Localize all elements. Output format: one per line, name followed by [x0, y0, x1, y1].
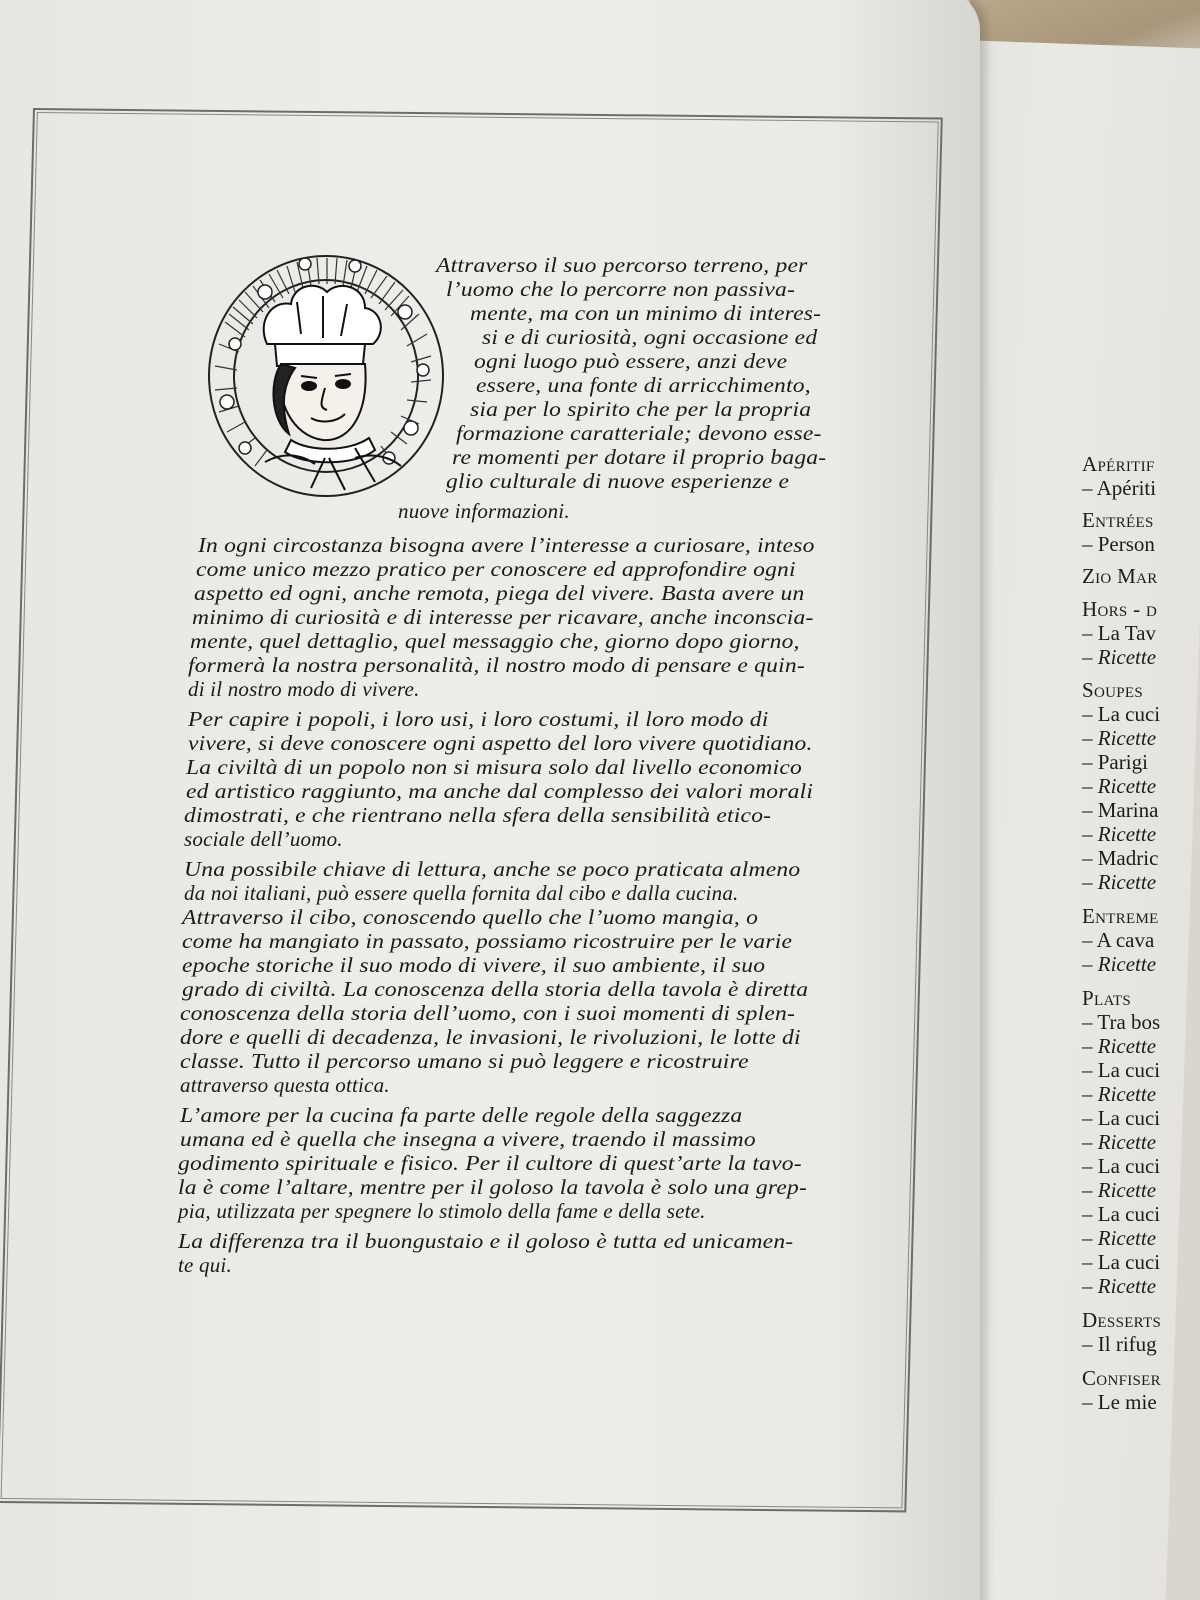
text-line: sia per lo spirito che per la propria — [470, 397, 812, 421]
toc-entry: – Ricette — [1082, 726, 1157, 750]
text-line: glio culturale di nuove esperienze e — [446, 469, 790, 493]
toc-section-heading: Plats — [1082, 986, 1132, 1010]
chef-hat — [264, 286, 381, 366]
text-line: da noi italiani, può essere quella fornita dal cibo e dalla cucina. — [184, 881, 739, 905]
text-line: Attraverso il suo percorso terreno, per — [436, 253, 808, 277]
toc-entry: – La cuci — [1082, 1202, 1161, 1226]
text-line: mente, ma con un minimo di interes- — [470, 301, 822, 325]
text-line: attraverso questa ottica. — [180, 1073, 390, 1097]
text-line: di il nostro modo di vivere. — [188, 677, 420, 701]
text-line: grado di civiltà. La conoscenza della storia della tavola è diretta — [182, 977, 809, 1001]
text-line: formerà la nostra personalità, il nostro modo di pensare e quin- — [188, 653, 805, 677]
text-line: vivere, si deve conoscere ogni aspetto del loro vivere quotidiano. — [188, 731, 813, 755]
toc-entry: – Tra bos — [1082, 1010, 1161, 1034]
chef-face — [273, 364, 365, 440]
text-line: ogni luogo può essere, anzi deve — [474, 349, 788, 373]
toc-entry: – Ricette — [1082, 1178, 1157, 1202]
toc-entry: – Madric — [1082, 846, 1159, 870]
text-line: essere, una fonte di arricchimento, — [476, 373, 811, 397]
text-line: minimo di curiosità e di interesse per ricavare, anche inconscia- — [192, 605, 814, 629]
toc-section-heading: Confiser — [1082, 1366, 1161, 1390]
text-line: L’amore per la cucina fa parte delle regole della saggezza — [180, 1103, 743, 1127]
toc-entry: – La cuci — [1082, 1106, 1161, 1130]
text-line: dimostrati, e che rientrano nella sfera della sensibilità etico- — [184, 803, 772, 827]
toc-entry: – Le mie — [1082, 1390, 1157, 1414]
toc-entry: – Il rifug — [1082, 1332, 1157, 1356]
toc-entry: – Ricette — [1082, 1034, 1157, 1058]
toc-entry: – Ricette — [1082, 1130, 1157, 1154]
text-line: conoscenza della storia dell’uomo, con i suoi momenti di splen- — [180, 1001, 796, 1025]
toc-section-heading: Desserts — [1082, 1308, 1162, 1332]
text-line: re momenti per dotare il proprio baga- — [452, 445, 827, 469]
toc-entry: – Marina — [1082, 798, 1159, 822]
toc-entry: – A cava — [1082, 928, 1155, 952]
text-line: la è come l’altare, mentre per il goloso la tavola è solo una grep- — [178, 1175, 808, 1199]
toc-section-heading: Hors - d — [1082, 597, 1158, 621]
toc-entry: – La Tav — [1082, 621, 1156, 645]
text-line: dore e quelli di decadenza, le invasioni, le rivoluzioni, le lotte di — [180, 1025, 801, 1049]
text-line: Attraverso il cibo, conoscendo quello che l’uomo mangia, o — [182, 905, 759, 929]
text-line: godimento spirituale e fisico. Per il cultore di quest’arte la tavo- — [178, 1151, 802, 1175]
toc-entry: – Ricette — [1082, 774, 1157, 798]
toc-section-heading: Entrées — [1082, 508, 1154, 532]
text-line: umana ed è quella che insegna a vivere, traendo il massimo — [180, 1127, 756, 1151]
toc-entry: – La cuci — [1082, 1154, 1161, 1178]
text-line: formazione caratteriale; devono esse- — [456, 421, 822, 445]
text-line: come ha mangiato in passato, possiamo ricostruire per le varie — [182, 929, 793, 953]
text-line: te qui. — [178, 1253, 232, 1277]
toc-section-heading: Entreme — [1082, 904, 1159, 928]
text-line: In ogni circostanza bisogna avere l’interesse a curiosare, inteso — [198, 533, 815, 557]
toc-entry: – Parigi — [1082, 750, 1148, 774]
toc-entry: – Ricette — [1082, 1274, 1157, 1298]
chef-medallion-illustration — [205, 252, 447, 504]
text-line: si e di curiosità, ogni occasione ed — [482, 325, 818, 349]
text-line: aspetto ed ogni, anche remota, piega del vivere. Basta avere un — [194, 581, 805, 605]
toc-section-heading: Soupes — [1082, 678, 1143, 702]
toc-entry: – La cuci — [1082, 702, 1161, 726]
toc-entry: – Ricette — [1082, 952, 1157, 976]
toc-entry: – La cuci — [1082, 1058, 1161, 1082]
toc-entry: – Ricette — [1082, 1226, 1157, 1250]
text-line: l’uomo che lo percorre non passiva- — [446, 277, 796, 301]
text-line: ed artistico raggiunto, ma anche dal complesso dei valori morali — [186, 779, 814, 803]
toc-entry: – Ricette — [1082, 822, 1157, 846]
text-line: epoche storiche il suo modo di vivere, il suo ambiente, il suo — [182, 953, 766, 977]
toc-entry: – Ricette — [1082, 870, 1157, 894]
text-line: Una possibile chiave di lettura, anche se poco praticata almeno — [184, 857, 801, 881]
text-line: nuove informazioni. — [398, 499, 570, 523]
text-line: La civiltà di un popolo non si misura solo dal livello economico — [186, 755, 803, 779]
text-line: come unico mezzo pratico per conoscere ed approfondire ogni — [196, 557, 796, 581]
toc-section-heading: Zio Mar — [1082, 564, 1158, 588]
text-line: sociale dell’uomo. — [184, 827, 343, 851]
toc-entry: – Ricette — [1082, 1082, 1157, 1106]
text-line: pia, utilizzata per spegnere lo stimolo della fame e della sete. — [178, 1199, 706, 1223]
toc-entry: – Apériti — [1082, 476, 1157, 500]
text-line: La differenza tra il buongustaio e il goloso è tutta ed unicamen- — [178, 1229, 794, 1253]
toc-entry: – Ricette — [1082, 645, 1157, 669]
text-line: classe. Tutto il percorso umano si può leggere e ricostruire — [180, 1049, 749, 1073]
text-line: Per capire i popoli, i loro usi, i loro costumi, il loro modo di — [188, 707, 769, 731]
toc-section-heading: Apéritif — [1082, 452, 1155, 476]
toc-entry: – Person — [1082, 532, 1155, 556]
text-line: mente, quel dettaglio, quel messaggio che, giorno dopo giorno, — [190, 629, 800, 653]
toc-entry: – La cuci — [1082, 1250, 1161, 1274]
